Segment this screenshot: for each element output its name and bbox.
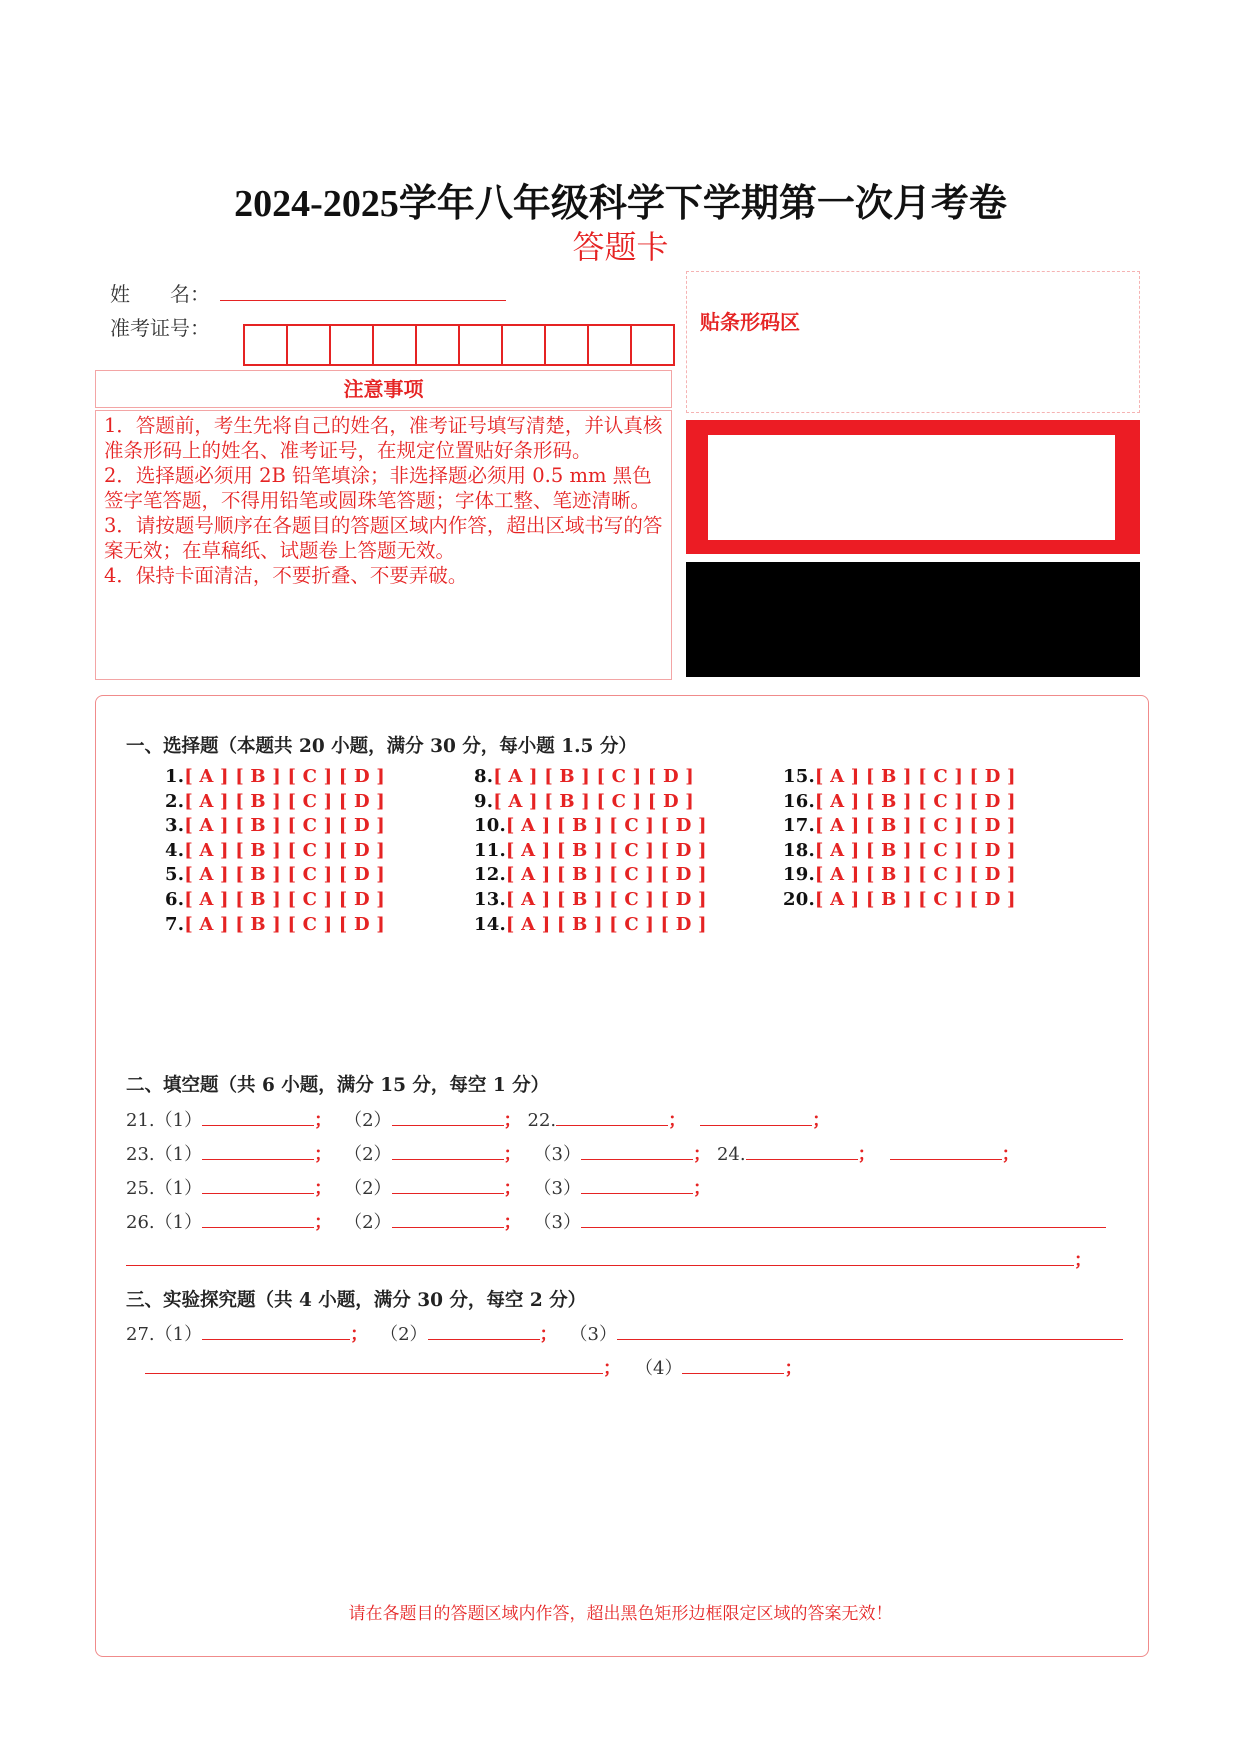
mc-options[interactable]: [ A ] [ B ] [ C ] [ D ] bbox=[184, 790, 385, 812]
q23-3-label: （3） bbox=[533, 1144, 581, 1165]
q27-3-blank-cont[interactable] bbox=[145, 1355, 603, 1374]
mc-question-number: 12. bbox=[474, 864, 506, 886]
mc-question-row bbox=[474, 840, 707, 861]
q27-3-label: （3） bbox=[569, 1324, 617, 1345]
mc-question-number: 17. bbox=[783, 815, 815, 837]
mc-question-number: 9. bbox=[474, 790, 494, 812]
id-label: 准考证号： bbox=[110, 316, 210, 340]
mc-question-row bbox=[165, 791, 385, 812]
sep: ； bbox=[692, 1178, 711, 1199]
sep: ； bbox=[668, 1110, 687, 1131]
q21-label: 21.（1） bbox=[126, 1110, 203, 1131]
q25-2-label: （2） bbox=[344, 1178, 392, 1199]
id-digit-box[interactable] bbox=[329, 324, 374, 366]
mc-question-number: 10. bbox=[474, 815, 506, 837]
mc-question-number: 18. bbox=[783, 839, 815, 861]
q26-3-label: （3） bbox=[533, 1212, 581, 1233]
barcode-label: 贴条形码区 bbox=[700, 310, 800, 334]
mc-question-row bbox=[783, 815, 1016, 836]
footer-note: 请在各题目的答题区域内作答，超出黑色矩形边框限定区域的答案无效！ bbox=[348, 1604, 893, 1624]
q24-label: 24. bbox=[716, 1144, 746, 1165]
mc-question-number: 3. bbox=[165, 815, 185, 837]
sep: ； bbox=[503, 1212, 522, 1233]
mc-question-row bbox=[474, 889, 707, 910]
notice-item: 2．选择题必须用 2B 铅笔填涂；非选择题必须用 0.5 mm 黑色签字笔答题，不得用铅笔或圆珠笔答题；字体工整、笔迹清晰。 bbox=[104, 464, 652, 512]
mc-question-number: 20. bbox=[783, 889, 815, 910]
q27-label: 27.（1） bbox=[126, 1324, 203, 1345]
page-subtitle: 答题卡 bbox=[572, 228, 669, 266]
q23-1-blank[interactable] bbox=[202, 1141, 314, 1160]
q21-2-blank[interactable] bbox=[392, 1107, 504, 1126]
q24-2-blank[interactable] bbox=[890, 1141, 1002, 1160]
mc-question-number: 16. bbox=[783, 790, 815, 812]
absent-mark-inner bbox=[708, 435, 1115, 540]
q23-2-blank[interactable] bbox=[392, 1141, 504, 1160]
sep: ； bbox=[503, 1144, 522, 1165]
mc-question-row bbox=[783, 840, 1016, 861]
mc-question-row bbox=[165, 840, 385, 861]
q22-2-blank[interactable] bbox=[700, 1107, 812, 1126]
id-digit-box[interactable] bbox=[243, 324, 288, 366]
notice-item: 1．答题前，考生先将自己的姓名，准考证号填写清楚，并认真核准条形码上的姓名、准考证号，在规定位置贴好条形码。 bbox=[104, 414, 663, 462]
mc-options[interactable]: [ A ] [ B ] [ C ] [ D ] bbox=[814, 766, 1016, 787]
sep: ； bbox=[350, 1324, 369, 1345]
mc-question-number: 19. bbox=[783, 864, 815, 886]
notice-heading: 注意事项 bbox=[95, 370, 672, 408]
mc-options[interactable]: [ A ] [ B ] [ C ] [ D ] bbox=[814, 815, 1016, 837]
q23-label: 23.（1） bbox=[126, 1144, 203, 1165]
sep: ； bbox=[603, 1358, 621, 1379]
mc-question-number: 13. bbox=[474, 889, 506, 910]
mc-question-row bbox=[783, 766, 1016, 787]
mc-question-number: 14. bbox=[474, 913, 506, 935]
mc-options[interactable]: [ A ] [ B ] [ C ] [ D ] bbox=[814, 864, 1016, 886]
sep: ； bbox=[1074, 1250, 1092, 1271]
mc-question-row bbox=[474, 864, 707, 885]
sep: ； bbox=[692, 1144, 711, 1165]
mc-options[interactable]: [ A ] [ B ] [ C ] [ D ] bbox=[505, 815, 707, 837]
mc-question-row bbox=[165, 889, 385, 910]
mc-question-row bbox=[165, 914, 385, 935]
mc-question-row bbox=[474, 766, 694, 787]
q22-1-blank[interactable] bbox=[556, 1107, 668, 1126]
mc-options[interactable]: [ A ] [ B ] [ C ] [ D ] bbox=[493, 766, 694, 787]
q26-2-label: （2） bbox=[344, 1212, 392, 1233]
q27-2-label: （2） bbox=[380, 1324, 428, 1345]
mc-options[interactable]: [ A ] [ B ] [ C ] [ D ] bbox=[184, 766, 385, 787]
sep: ； bbox=[784, 1358, 803, 1379]
fill-row-23 bbox=[126, 1140, 1020, 1166]
mc-options[interactable]: [ A ] [ B ] [ C ] [ D ] bbox=[505, 889, 707, 910]
q27-3-blank[interactable] bbox=[617, 1321, 1123, 1340]
q21-1-blank[interactable] bbox=[202, 1107, 314, 1126]
mc-question-row bbox=[783, 889, 1016, 910]
exp-row-27 bbox=[126, 1320, 1123, 1346]
mc-question-number: 11. bbox=[474, 839, 506, 861]
notice-text bbox=[104, 413, 664, 588]
sep: ； bbox=[1001, 1144, 1020, 1165]
barcode-area bbox=[686, 271, 1140, 413]
mc-question-row bbox=[474, 791, 694, 812]
q23-2-label: （2） bbox=[344, 1144, 392, 1165]
exam-id-boxes[interactable] bbox=[243, 324, 673, 366]
mc-question-number: 1. bbox=[165, 766, 185, 787]
name-field[interactable] bbox=[220, 300, 506, 301]
q25-3-blank[interactable] bbox=[581, 1175, 693, 1194]
sep: ； bbox=[503, 1178, 522, 1199]
sep: ； bbox=[314, 1110, 333, 1131]
q23-3-blank[interactable] bbox=[581, 1141, 693, 1160]
mc-question-number: 5. bbox=[165, 864, 185, 886]
mc-options[interactable]: [ A ] [ B ] [ C ] [ D ] bbox=[505, 864, 707, 886]
mc-question-row bbox=[474, 914, 707, 935]
mc-options[interactable]: [ A ] [ B ] [ C ] [ D ] bbox=[184, 913, 385, 935]
q27-4-label: （4） bbox=[635, 1358, 683, 1379]
q25-1-blank[interactable] bbox=[202, 1175, 314, 1194]
mc-options[interactable]: [ A ] [ B ] [ C ] [ D ] bbox=[814, 889, 1016, 910]
sep: ； bbox=[857, 1144, 876, 1165]
section3-heading: 三、实验探究题（共 4 小题，满分 30 分，每空 2 分） bbox=[126, 1290, 587, 1311]
q25-2-blank[interactable] bbox=[392, 1175, 504, 1194]
q26-3-blank-cont[interactable] bbox=[126, 1247, 1074, 1266]
mc-question-number: 8. bbox=[474, 766, 494, 787]
mc-options[interactable]: [ A ] [ B ] [ C ] [ D ] bbox=[184, 815, 385, 837]
q25-label: 25.（1） bbox=[126, 1178, 203, 1199]
mc-question-number: 6. bbox=[165, 889, 185, 910]
q21-2-label: （2） bbox=[344, 1110, 392, 1131]
id-digit-box[interactable] bbox=[458, 324, 503, 366]
notice-item: 4．保持卡面清洁，不要折叠、不要弄破。 bbox=[104, 564, 468, 587]
section2-heading: 二、填空题（共 6 小题，满分 15 分，每空 1 分） bbox=[126, 1075, 550, 1096]
mc-options[interactable]: [ A ] [ B ] [ C ] [ D ] bbox=[814, 839, 1016, 861]
mc-question-row bbox=[165, 864, 385, 885]
mc-options[interactable]: [ A ] [ B ] [ C ] [ D ] bbox=[184, 864, 385, 886]
q26-label: 26.（1） bbox=[126, 1212, 203, 1233]
mc-question-row bbox=[165, 766, 385, 787]
mc-options[interactable]: [ A ] [ B ] [ C ] [ D ] bbox=[493, 790, 694, 812]
exp-row-27-cont bbox=[145, 1354, 802, 1380]
id-digit-box[interactable] bbox=[372, 324, 417, 366]
mc-question-row bbox=[783, 864, 1016, 885]
q27-1-blank[interactable] bbox=[202, 1321, 350, 1340]
black-block bbox=[686, 562, 1140, 677]
sep: ； bbox=[503, 1110, 522, 1131]
mc-question-row bbox=[783, 791, 1016, 812]
section1-heading: 一、选择题（本题共 20 小题，满分 30 分，每小题 1.5 分） bbox=[126, 736, 637, 757]
q24-1-blank[interactable] bbox=[746, 1141, 858, 1160]
mc-question-number: 2. bbox=[165, 790, 185, 812]
sep: ； bbox=[812, 1110, 831, 1131]
q26-2-blank[interactable] bbox=[392, 1209, 504, 1228]
fill-row-26 bbox=[126, 1208, 1106, 1234]
q26-1-blank[interactable] bbox=[202, 1209, 314, 1228]
id-digit-box[interactable] bbox=[501, 324, 546, 366]
fill-row-26-cont bbox=[126, 1246, 1092, 1272]
mc-options[interactable]: [ A ] [ B ] [ C ] [ D ] bbox=[184, 839, 385, 861]
sep: ； bbox=[314, 1144, 333, 1165]
id-digit-box[interactable] bbox=[415, 324, 460, 366]
notice-item: 3．请按题号顺序在各题目的答题区域内作答，超出区域书写的答案无效；在草稿纸、试题卷上答题无效。 bbox=[104, 514, 663, 562]
mc-options[interactable]: [ A ] [ B ] [ C ] [ D ] bbox=[814, 790, 1016, 812]
page-title: 2024-2025学年八年级科学下学期第一次月考卷 bbox=[234, 183, 1007, 225]
sep: ； bbox=[539, 1324, 558, 1345]
mc-options[interactable]: [ A ] [ B ] [ C ] [ D ] bbox=[505, 913, 707, 935]
id-digit-box[interactable] bbox=[587, 324, 632, 366]
q27-4-blank[interactable] bbox=[682, 1355, 784, 1374]
id-digit-box[interactable] bbox=[544, 324, 589, 366]
q27-2-blank[interactable] bbox=[428, 1321, 540, 1340]
sep: ； bbox=[314, 1178, 333, 1199]
mc-question-number: 15. bbox=[783, 766, 815, 787]
mc-options[interactable]: [ A ] [ B ] [ C ] [ D ] bbox=[505, 839, 707, 861]
q25-3-label: （3） bbox=[533, 1178, 581, 1199]
fill-row-21 bbox=[126, 1106, 830, 1132]
q22-label: 22. bbox=[527, 1110, 557, 1131]
id-digit-box[interactable] bbox=[286, 324, 331, 366]
mc-options[interactable]: [ A ] [ B ] [ C ] [ D ] bbox=[184, 889, 385, 910]
name-label: 姓 名： bbox=[110, 282, 210, 306]
mc-question-row bbox=[165, 815, 385, 836]
q26-3-blank[interactable] bbox=[581, 1209, 1106, 1228]
mc-question-number: 7. bbox=[165, 913, 185, 935]
mc-question-row bbox=[474, 815, 707, 836]
sep: ； bbox=[314, 1212, 333, 1233]
fill-row-25 bbox=[126, 1174, 711, 1200]
mc-question-number: 4. bbox=[165, 839, 185, 861]
id-digit-box[interactable] bbox=[630, 324, 675, 366]
